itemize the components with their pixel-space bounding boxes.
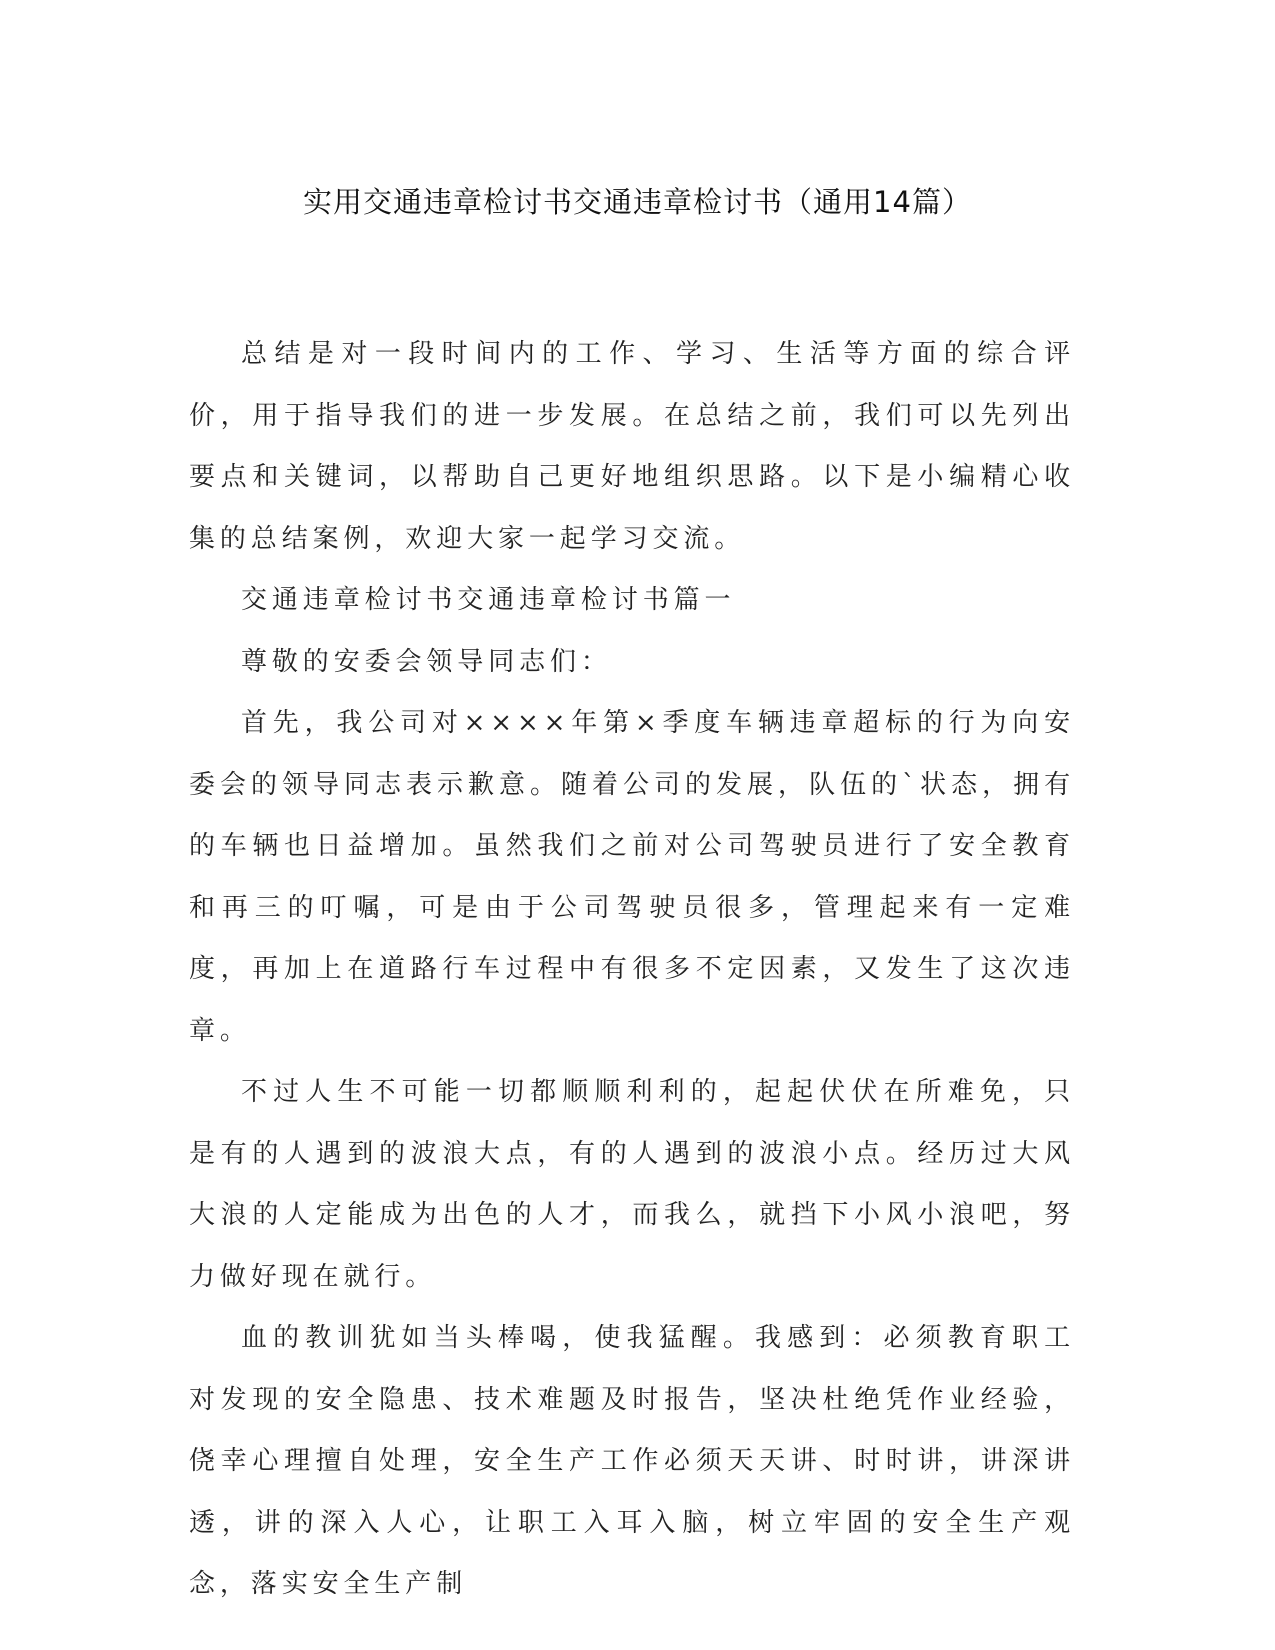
paragraph-intro: 总结是对一段时间内的工作、学习、生活等方面的综合评价，用于指导我们的进一步发展。在总结之前，我们可以先列出要点和关键词，以帮助自己更好地组织思路。以下是小编精心收集的总结案例，欢迎大家一起学习交流。 [189,339,1075,554]
paragraph-lesson: 血的教训犹如当头棒喝，使我猛醒。我感到：必须教育职工对发现的安全隐患、技术难题及时报告，坚决杜绝凭作业经验，侥幸心理擅自处理，安全生产工作必须天天讲、时时讲，讲深讲透，讲的深入人心，让职工入耳入脑，树立牢固的安全生产观念，落实安全生产制 [189,1323,1075,1599]
document-title: 实用交通违章检讨书交通违章检讨书（通用14篇） [303,185,972,219]
paragraph-salutation: 尊敬的安委会领导同志们： [241,646,612,677]
paragraph-reflection: 不过人生不可能一切都顺顺利利的，起起伏伏在所难免，只是有的人遇到的波浪大点，有的人遇到的波浪小点。经历过大风大浪的人定能成为出色的人才，而我么，就挡下小风小浪吧，努力做好现在就行。 [189,1077,1075,1292]
paragraph-apology: 首先，我公司对××××年第×季度车辆违章超标的行为向安委会的领导同志表示歉意。随着公司的发展，队伍的`状态，拥有的车辆也日益增加。虽然我们之前对公司驾驶员进行了安全教育和再三的叮嘱，可是由于公司驾驶员很多，管理起来有一定难度，再加上在道路行车过程中有很多不定因素，又发生了这次违章。 [189,708,1075,1046]
document-body [189,324,1075,1616]
paragraph-section-heading: 交通违章检讨书交通违章检讨书篇一 [241,585,736,615]
